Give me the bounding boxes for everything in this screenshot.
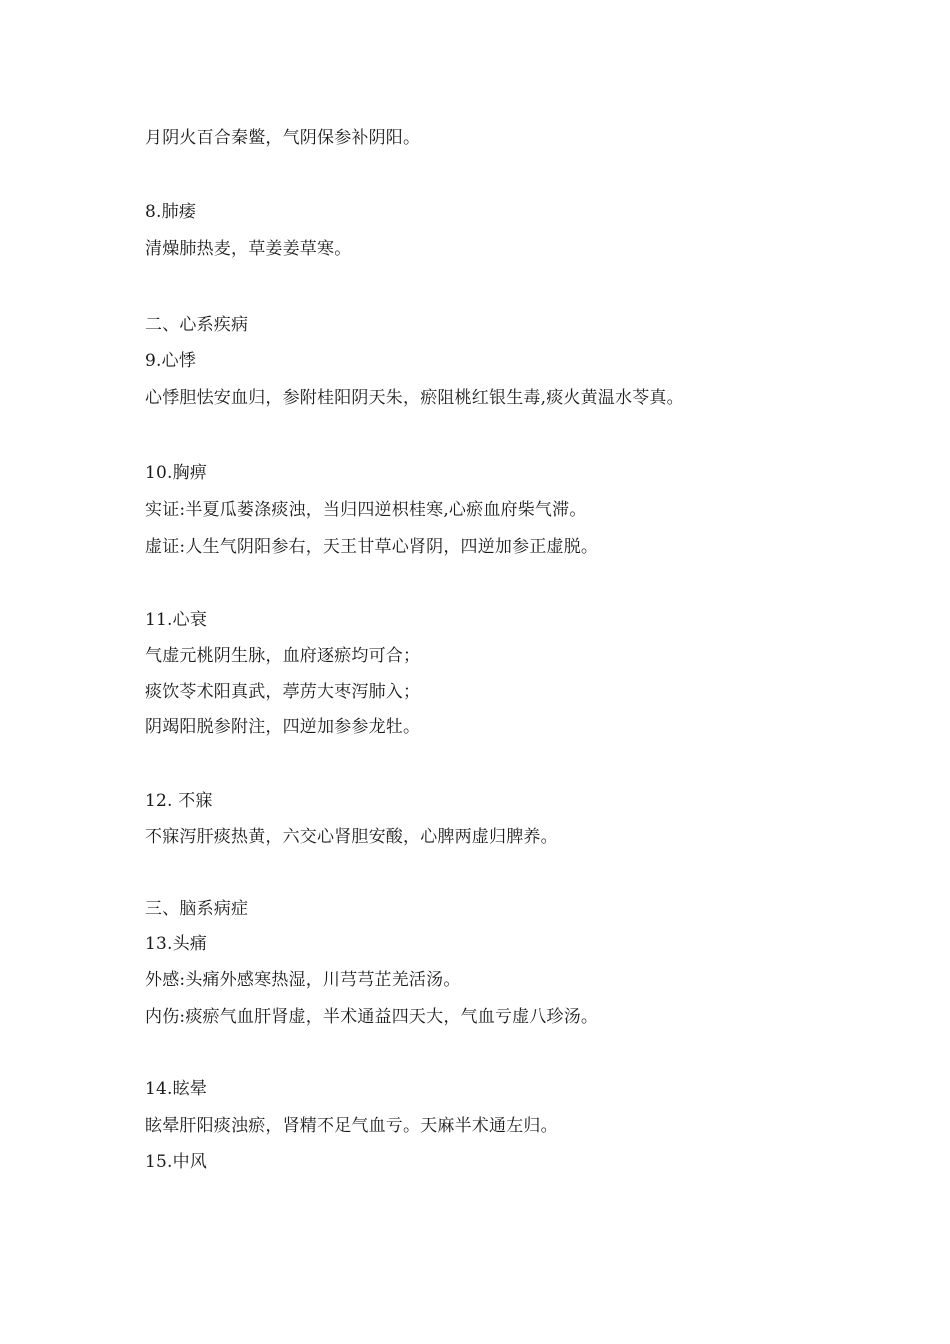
text-line: 气虚元桃阴生脉，血府逐瘀均可合； <box>145 646 421 666</box>
text-line: 实证:半夏瓜蒌涤痰浊，当归四逆枳桂寒,心瘀血府柴气滞。 <box>145 500 587 520</box>
text-line: 阴竭阳脱参附注，四逆加参参龙牡。 <box>145 717 421 737</box>
text-line: 清燥肺热麦，草姜姜草寒。 <box>145 239 352 259</box>
section-heading: 14.眩晕 <box>145 1079 208 1099</box>
section-heading: 13.头痛 <box>145 934 208 954</box>
text-line: 痰饮苓术阳真武，葶苈大枣泻肺入； <box>145 682 421 702</box>
section-heading: 9.心悸 <box>145 351 197 371</box>
text-line: 月阴火百合秦鳖，气阴保参补阴阳。 <box>145 128 421 148</box>
section-heading: 15.中风 <box>145 1152 208 1172</box>
text-line: 不寐泻肝痰热黄，六交心肾胆安酸，心脾两虚归脾养。 <box>145 827 558 847</box>
chapter-heading: 二、心系疾病 <box>145 315 249 335</box>
section-heading: 11.心衰 <box>145 610 208 630</box>
chapter-heading: 三、脑系病症 <box>145 899 249 919</box>
text-line: 内伤:痰瘀气血肝肾虚，半术通益四天大，气血亏虚八珍汤。 <box>145 1007 599 1027</box>
text-line: 虚证:人生气阴阳参右，天王甘草心肾阴，四逆加参正虚脱。 <box>145 537 599 557</box>
section-heading: 10.胸痹 <box>145 463 208 483</box>
section-heading: 12. 不寐 <box>145 791 213 811</box>
text-line: 眩晕肝阳痰浊瘀，肾精不足气血亏。天麻半术通左归。 <box>145 1116 558 1136</box>
section-heading: 8.肺痿 <box>145 202 197 222</box>
text-line: 外感:头痛外感寒热湿，川芎芎芷羌活汤。 <box>145 970 461 990</box>
text-line: 心悸胆怯安血归，参附桂阳阴天朱，瘀阻桃红银生毒,痰火黄温水苓真。 <box>145 388 684 408</box>
